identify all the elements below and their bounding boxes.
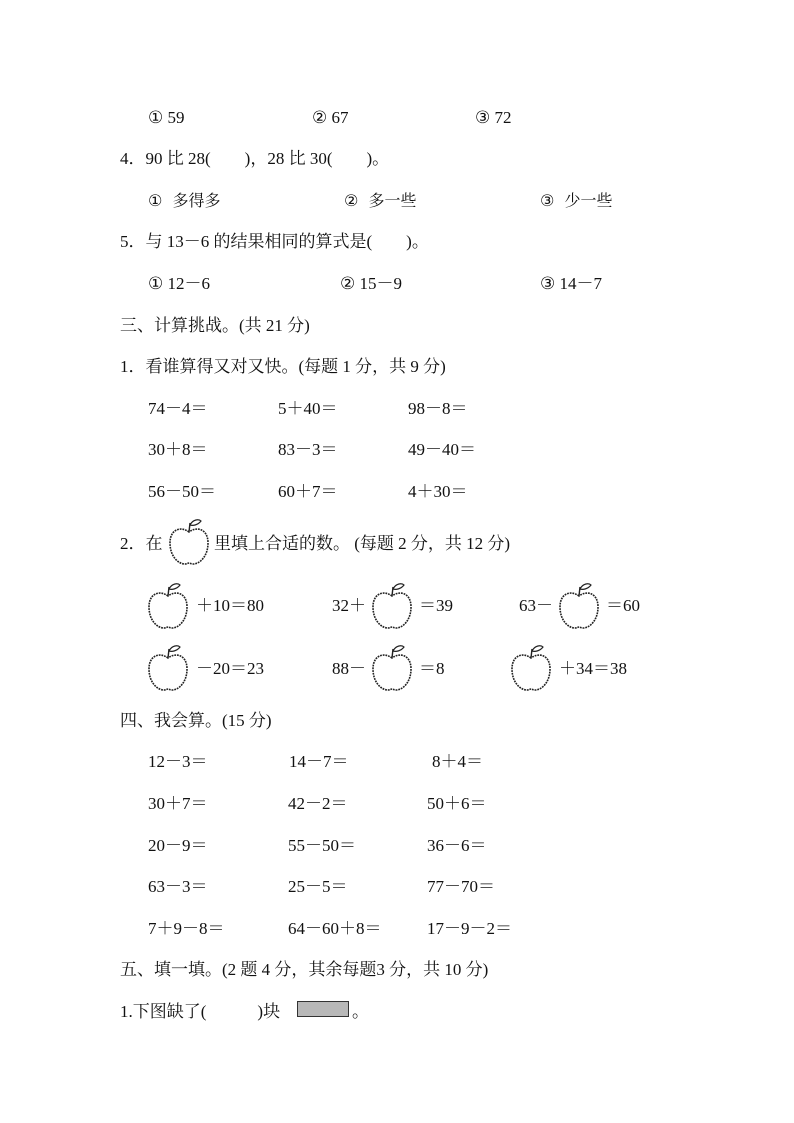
calc-item: 74－4＝ [148,399,208,418]
calc-item: 20－9＝ [148,836,208,855]
q5-stem: 5．与 13－6 的结果相同的算式是( )。 [120,232,429,251]
q4-stem: 4．90 比 28( )，28 比 30( )。 [120,149,390,168]
section-5-q1-suffix: 。 [352,1002,369,1021]
apple-equation-text: ＝39 [419,596,453,615]
q4-option-3: ③ 少一些 [540,191,613,210]
calc-item: 5＋40＝ [278,399,338,418]
section-5-title: 五、填一填。(2 题 4 分，其余每题3 分，共 10 分) [120,960,489,979]
apple-equation-text: 63－ [519,596,553,615]
q5-option-1: ① 12－6 [148,274,210,293]
calc-item: 8＋4＝ [432,752,483,771]
apple-equation-text: ＋34＝38 [559,659,627,678]
q3-option-2: ② 67 [312,108,349,127]
section-4-title: 四、我会算。(15 分) [120,711,272,730]
section-3-part-2-title: 里填上合适的数。 (每题 2 分，共 12 分) [214,534,511,553]
calc-item: 25－5＝ [288,877,348,896]
calc-item: 49－40＝ [408,440,476,459]
q4-option-2: ② 多一些 [344,191,417,210]
apple-equation-text: ＝8 [419,659,445,678]
calc-item: 63－3＝ [148,877,208,896]
q5-option-2: ② 15－9 [340,274,402,293]
calc-item: 30＋7＝ [148,794,208,813]
apple-icon[interactable] [370,582,414,630]
apple-equation-text: ＋10＝80 [196,596,264,615]
calc-item: 12－3＝ [148,752,208,771]
calc-item: 30＋8＝ [148,440,208,459]
calc-item: 36－6＝ [427,836,487,855]
section-5-q1-prefix: 1.下图缺了( )块 [120,1002,281,1021]
calc-item: 50＋6＝ [427,794,487,813]
calc-item: 83－3＝ [278,440,338,459]
apple-equation-text: －20＝23 [196,659,264,678]
apple-equation-text: 88－ [332,659,366,678]
calc-item: 4＋30＝ [408,482,468,501]
calc-item: 14－7＝ [289,752,349,771]
calc-item: 55－50＝ [288,836,356,855]
section-3-part-1-title: 1．看谁算得又对又快。(每题 1 分，共 9 分) [120,357,446,376]
calc-item: 42－2＝ [288,794,348,813]
calc-item: 17－9－2＝ [427,919,512,938]
calc-item: 64－60＋8＝ [288,919,382,938]
apple-icon[interactable] [370,644,414,692]
q3-option-3: ③ 72 [475,108,512,127]
apple-equation-text: 32＋ [332,596,366,615]
q5-option-3: ③ 14－7 [540,274,602,293]
calc-item: 56－50＝ [148,482,216,501]
calc-item: 7＋9－8＝ [148,919,225,938]
apple-icon[interactable] [146,644,190,692]
calc-item: 60＋7＝ [278,482,338,501]
calc-item: 98－8＝ [408,399,468,418]
apple-icon[interactable] [146,582,190,630]
apple-icon[interactable] [557,582,601,630]
apple-icon[interactable] [509,644,553,692]
q4-option-1: ① 多得多 [148,191,221,210]
calc-item: 77－70＝ [427,877,495,896]
apple-icon [167,518,211,566]
gray-block-icon [297,1001,349,1017]
q3-option-1: ① 59 [148,108,185,127]
section-3-title: 三、计算挑战。(共 21 分) [120,316,310,335]
apple-equation-text: ＝60 [606,596,640,615]
section-3-part-2-prefix: 2．在 [120,534,163,553]
